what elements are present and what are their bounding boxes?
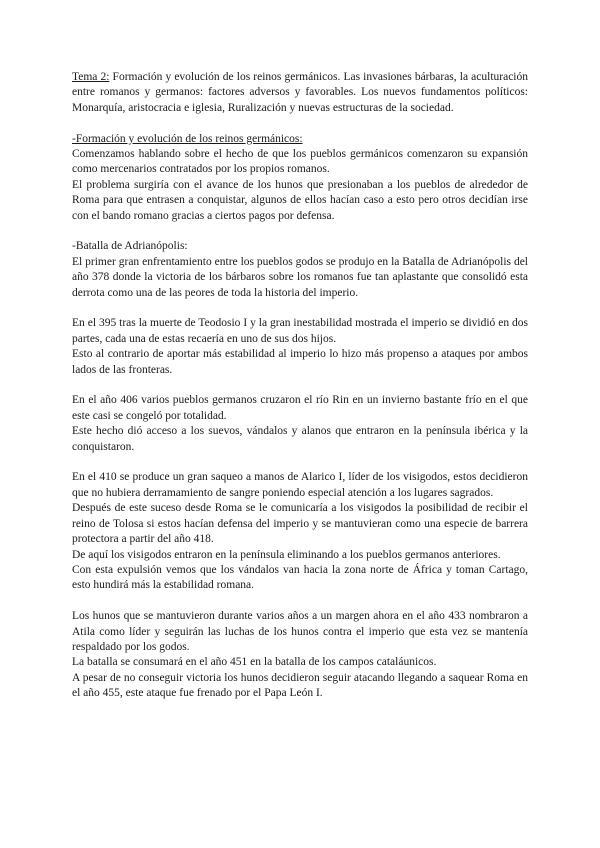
section-heading-reinos: -Formación y evolución de los reinos germánicos:	[72, 132, 303, 145]
paragraph: El primer gran enfrentamiento entre los pueblos godos se produjo en la Batalla de Adrianópolis del año 378 donde la victoria de los bárbaros sobre los romanos fue tan aplastante que consolidó esta derrota como una de las peores de toda la historia del imperio.	[72, 255, 528, 299]
paragraph: En el 395 tras la muerte de Teodosio I y la gran inestabilidad mostrada el imperio se dividió en dos partes, cada una de estas recaería en uno de sus dos hijos.	[72, 317, 528, 345]
paragraph: Con esta expulsión vemos que los vándalos van hacia la zona norte de África y toman Cartago, esto hundirá más la estabilidad romana.	[72, 563, 528, 592]
topic-title: Formación y evolución de los reinos germánicos. Las invasiones bárbaras, la aculturación entre romanos y germanos: factores adversos y favorables. Los nuevos fundamentos políticos: Monarquía, aristocracia e iglesia, Ruralización y nuevas estructuras de la sociedad.	[72, 71, 528, 114]
paragraph: En el año 406 varios pueblos germanos cruzaron el río Rin en un invierno bastante frío en el que este casi se congeló por totalidad.	[72, 394, 528, 422]
paragraph: Comenzamos hablando sobre el hecho de que los pueblos germánicos comenzaron su expansión como mercenarios contratados por los propios romanos.	[72, 148, 528, 176]
section-heading-adrianopolis: -Batalla de Adrianópolis:	[72, 240, 188, 253]
paragraph: En el 410 se produce un gran saqueo a manos de Alarico I, líder de los visigodos, estos decidieron que no hubiera derramamiento de sangre poniendo especial atención a los lugares sagrados.	[72, 471, 528, 499]
topic-label: Tema 2:	[72, 71, 110, 83]
paragraph: Esto al contrario de aportar más estabilidad al imperio lo hizo más propenso a ataques por ambos lados de las fronteras.	[72, 348, 528, 376]
paragraph: A pesar de no conseguir victoria los hunos decidieron seguir atacando llegando a saquear Roma en el año 455, este ataque fue frenado por el Papa León I.	[72, 671, 528, 700]
paragraph: Los hunos que se mantuvieron durante varios años a un margen ahora en el año 433 nombraron a Atila como líder y seguirán las luchas de los hunos contra el imperio que esta vez se mantenía respaldado por los godos.	[72, 610, 528, 653]
paragraph: El problema surgiría con el avance de los hunos que presionaban a los pueblos de alrededor de Roma para que entrasen a conquistar, algunos de ellos hacían caso a esto pero otros decidían irse con el bando romano gracias a ciertos pagos por defensa.	[72, 178, 528, 222]
intro-paragraph	[72, 70, 528, 116]
paragraph: De aquí los visigodos entraron en la península eliminando a los pueblos germanos anteriores.	[72, 548, 501, 561]
paragraph: Después de este suceso desde Roma se le comunicaría a los visigodos la posibilidad de recibir el reino de Tolosa si estos hacían defensa del imperio y se mantuvieran como una especie de barrera protectora a partir del año 418.	[72, 502, 528, 546]
paragraph: Este hecho dió acceso a los suevos, vándalos y alanos que entraron en la península ibérica y la conquistaron.	[72, 425, 528, 453]
paragraph: La batalla se consumará en el año 451 en la batalla de los campos cataláunicos.	[72, 656, 437, 669]
document-page	[72, 70, 528, 702]
